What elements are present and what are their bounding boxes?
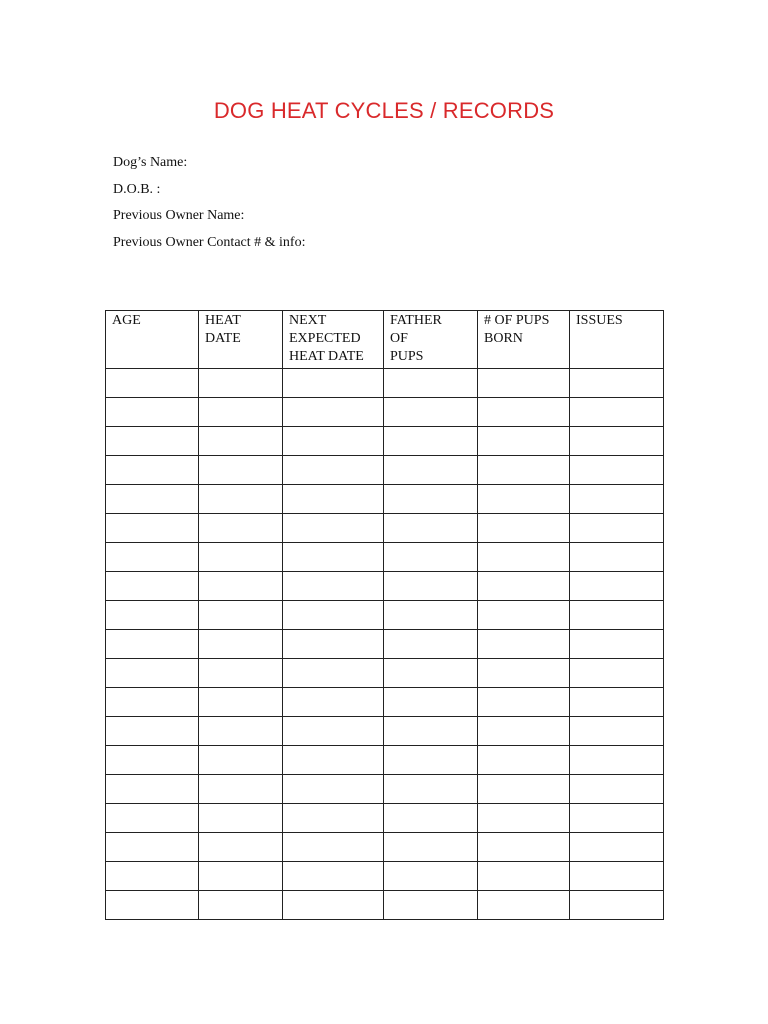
table-cell: [570, 804, 664, 833]
table-cell: [199, 717, 283, 746]
header-line: DATE: [205, 331, 241, 346]
table-cell: [199, 456, 283, 485]
table-cell: [384, 572, 478, 601]
table-cell: [106, 833, 199, 862]
table-cell: [199, 572, 283, 601]
table-cell: [106, 514, 199, 543]
table-cell: [478, 862, 570, 891]
table-cell: [199, 601, 283, 630]
table-cell: [199, 514, 283, 543]
table-cell: [384, 862, 478, 891]
table-cell: [570, 601, 664, 630]
table-cell: [106, 717, 199, 746]
page-title: DOG HEAT CYCLES / RECORDS: [213, 98, 555, 123]
table-cell: [478, 398, 570, 427]
table-cell: [283, 891, 384, 920]
table-header: [106, 311, 664, 369]
table-cell: [199, 369, 283, 398]
header-issues: [570, 311, 664, 369]
table-cell: [283, 746, 384, 775]
table-cell: [478, 688, 570, 717]
table-cell: [106, 775, 199, 804]
table-row: [106, 891, 664, 920]
header-line: BORN: [484, 331, 523, 346]
table-row: [106, 659, 664, 688]
table-cell: [283, 659, 384, 688]
header-line: HEAT: [205, 313, 241, 328]
table-cell: [478, 630, 570, 659]
table-cell: [199, 862, 283, 891]
table-cell: [384, 775, 478, 804]
table-cell: [106, 456, 199, 485]
table-cell: [478, 514, 570, 543]
table-cell: [283, 543, 384, 572]
table-cell: [478, 775, 570, 804]
table-cell: [478, 746, 570, 775]
record-fields: [113, 150, 305, 256]
table-cell: [384, 398, 478, 427]
table-cell: [384, 369, 478, 398]
table-cell: [384, 659, 478, 688]
table-cell: [199, 630, 283, 659]
table-cell: [570, 543, 664, 572]
table-row: [106, 601, 664, 630]
header-line: NEXT: [289, 313, 327, 328]
previous-owner-name-label: Previous Owner Name:: [113, 208, 245, 223]
table-cell: [106, 485, 199, 514]
table-cell: [478, 369, 570, 398]
table-cell: [384, 717, 478, 746]
table-cell: [106, 369, 199, 398]
header-line: EXPECTED: [289, 331, 361, 346]
table-cell: [384, 485, 478, 514]
table-cell: [199, 543, 283, 572]
dob-label: D.O.B. :: [113, 181, 161, 197]
table-cell: [283, 688, 384, 717]
table-cell: [570, 688, 664, 717]
header-line: HEAT DATE: [289, 349, 364, 364]
header-heat-date: [199, 311, 283, 369]
table-cell: [384, 804, 478, 833]
table-cell: [384, 427, 478, 456]
table-row: [106, 775, 664, 804]
table-row: [106, 717, 664, 746]
table-cell: [283, 601, 384, 630]
header-line: PUPS: [390, 349, 424, 364]
table-cell: [199, 398, 283, 427]
table-cell: [283, 833, 384, 862]
table-cell: [283, 456, 384, 485]
table-cell: [478, 485, 570, 514]
table-cell: [199, 891, 283, 920]
table-cell: [570, 456, 664, 485]
table-cell: [384, 601, 478, 630]
table-cell: [570, 659, 664, 688]
table-row: [106, 485, 664, 514]
table-cell: [570, 369, 664, 398]
table-cell: [199, 427, 283, 456]
header-father-of-pups: [384, 311, 478, 369]
table-cell: [283, 398, 384, 427]
table-cell: [199, 804, 283, 833]
table-row: [106, 398, 664, 427]
header-line: ISSUES: [576, 313, 623, 328]
table-cell: [106, 398, 199, 427]
header-line: AGE: [112, 313, 141, 328]
table-cell: [478, 833, 570, 862]
table-row: [106, 514, 664, 543]
table-cell: [106, 688, 199, 717]
table-cell: [199, 775, 283, 804]
table-cell: [106, 427, 199, 456]
table-cell: [283, 485, 384, 514]
table-cell: [570, 398, 664, 427]
table-row: [106, 456, 664, 485]
table-cell: [106, 601, 199, 630]
table-cell: [570, 485, 664, 514]
table-cell: [283, 369, 384, 398]
table-cell: [106, 659, 199, 688]
table-cell: [570, 833, 664, 862]
table-cell: [570, 746, 664, 775]
table-cell: [106, 543, 199, 572]
table-cell: [384, 891, 478, 920]
table-cell: [106, 804, 199, 833]
table-cell: [283, 572, 384, 601]
header-number-of-pups-born: [478, 311, 570, 369]
table-cell: [199, 688, 283, 717]
table-cell: [283, 427, 384, 456]
table-body: [106, 369, 664, 920]
header-line: OF: [390, 331, 408, 346]
table-cell: [283, 775, 384, 804]
header-line: # OF PUPS: [484, 313, 550, 328]
previous-owner-contact-label: Previous Owner Contact # & info:: [113, 234, 306, 250]
table-cell: [478, 456, 570, 485]
table-cell: [106, 572, 199, 601]
table-row: [106, 746, 664, 775]
table-cell: [570, 891, 664, 920]
table-cell: [106, 630, 199, 659]
table-cell: [384, 688, 478, 717]
table-cell: [384, 514, 478, 543]
table-cell: [106, 862, 199, 891]
table-cell: [478, 804, 570, 833]
table-cell: [384, 630, 478, 659]
table-cell: [478, 717, 570, 746]
table-cell: [106, 746, 199, 775]
table-cell: [283, 630, 384, 659]
table-cell: [478, 543, 570, 572]
table-row: [106, 862, 664, 891]
table-cell: [478, 601, 570, 630]
table-row: [106, 543, 664, 572]
table-cell: [478, 427, 570, 456]
table-row: [106, 688, 664, 717]
table-cell: [570, 775, 664, 804]
table-cell: [199, 659, 283, 688]
table-cell: [570, 514, 664, 543]
table-cell: [384, 833, 478, 862]
table-cell: [384, 746, 478, 775]
table-cell: [199, 485, 283, 514]
table-row: [106, 630, 664, 659]
table-cell: [478, 891, 570, 920]
table-cell: [570, 427, 664, 456]
table-row: [106, 572, 664, 601]
table-cell: [283, 514, 384, 543]
heat-records-table: [105, 310, 664, 920]
table-cell: [570, 630, 664, 659]
table-cell: [478, 659, 570, 688]
dog-name-label: Dog’s Name:: [113, 155, 188, 170]
table-row: [106, 804, 664, 833]
header-line: FATHER: [390, 313, 442, 328]
table-cell: [570, 862, 664, 891]
table-cell: [478, 572, 570, 601]
table-cell: [384, 456, 478, 485]
table-cell: [283, 804, 384, 833]
header-age: [106, 311, 199, 369]
table-cell: [570, 572, 664, 601]
table-row: [106, 833, 664, 862]
table-cell: [384, 543, 478, 572]
table-cell: [283, 862, 384, 891]
table-row: [106, 427, 664, 456]
table-row: [106, 369, 664, 398]
header-row: [106, 311, 664, 369]
table-cell: [283, 717, 384, 746]
table-cell: [199, 746, 283, 775]
header-next-expected-heat-date: [283, 311, 384, 369]
table-cell: [199, 833, 283, 862]
table-cell: [570, 717, 664, 746]
table-cell: [106, 891, 199, 920]
